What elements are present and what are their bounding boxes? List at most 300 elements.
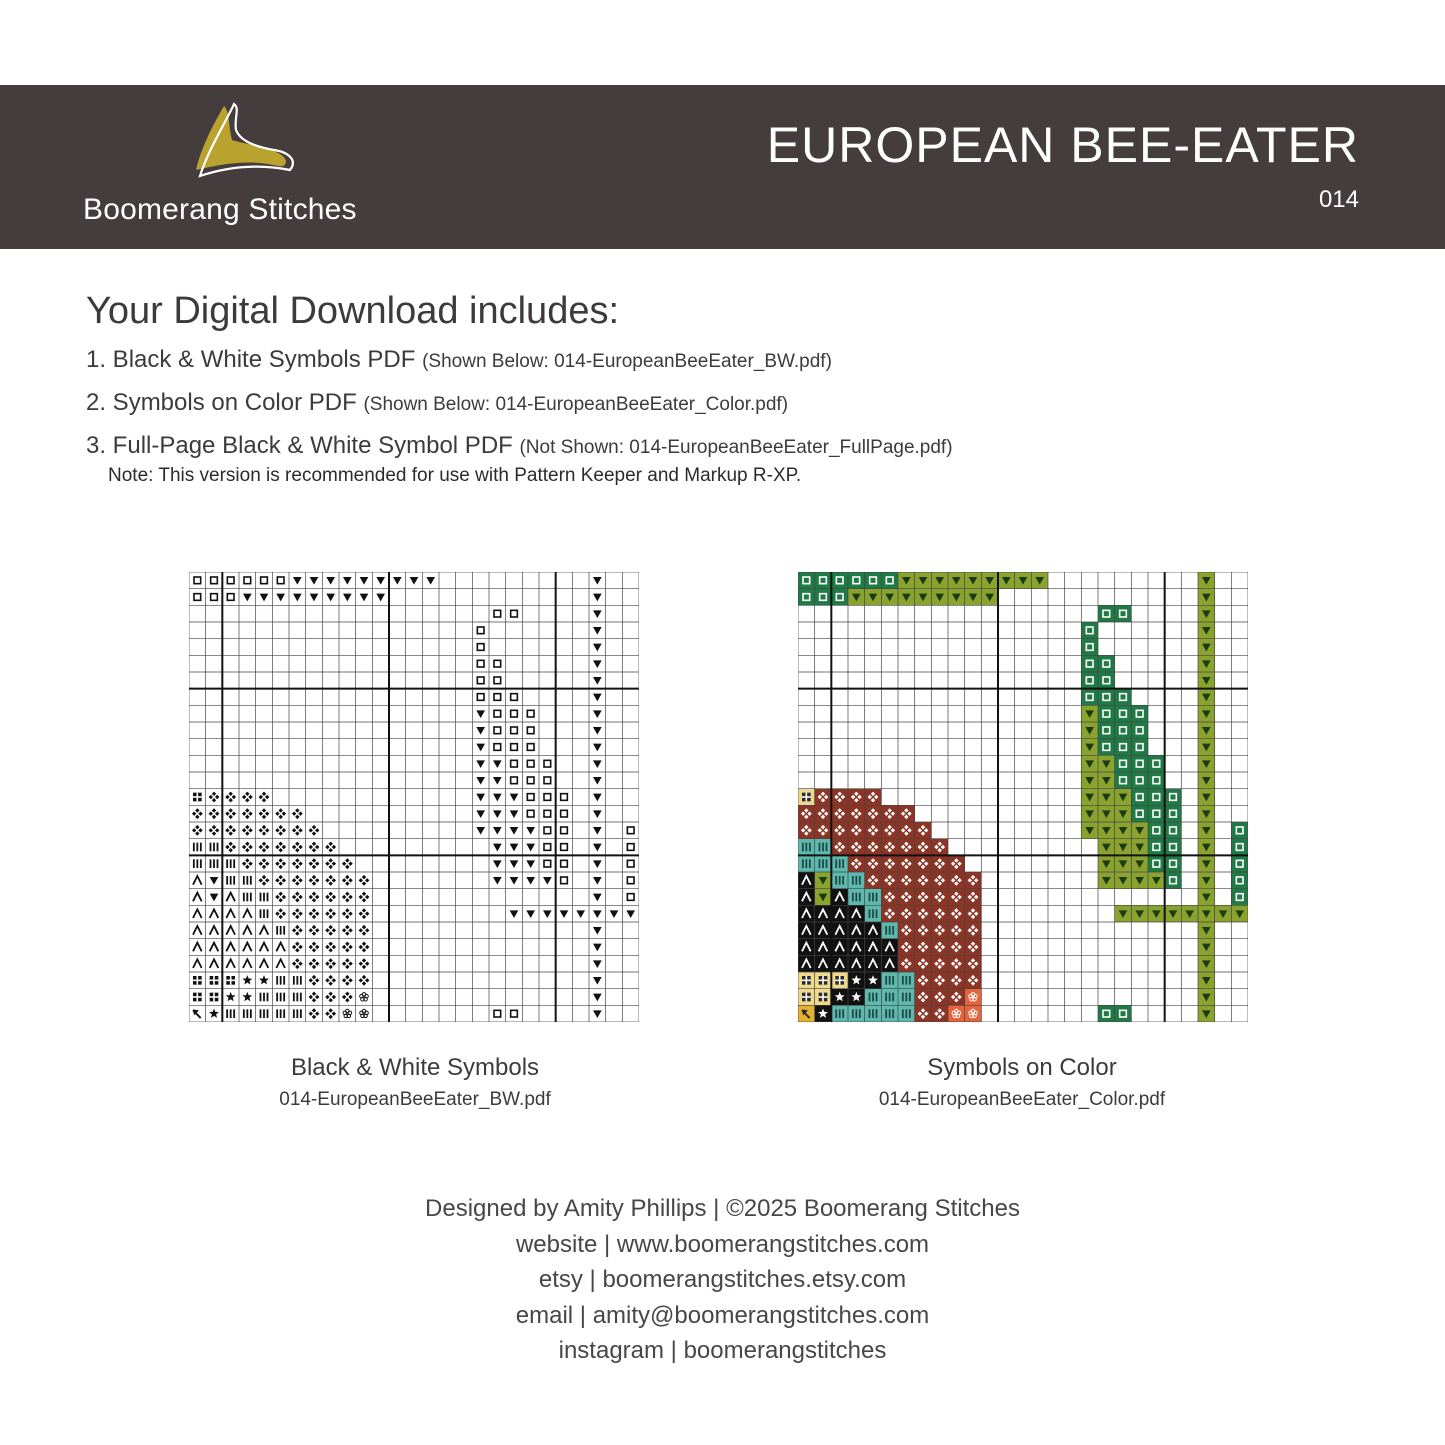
stitch-cell	[965, 1005, 982, 1022]
stitch-cell	[1148, 872, 1165, 889]
stitch-cell	[193, 859, 202, 868]
stitch-cell	[1198, 689, 1215, 706]
stitch-cell	[848, 905, 865, 922]
stitch-cell	[1131, 705, 1148, 722]
stitch-cell	[965, 922, 982, 939]
pattern-title: EUROPEAN BEE-EATER	[766, 117, 1359, 173]
stitch-cell	[1165, 789, 1182, 806]
stitch-cell	[965, 989, 982, 1006]
stitch-cell	[1098, 772, 1115, 789]
stitch-cell	[1148, 772, 1165, 789]
stitch-cell	[815, 972, 832, 989]
stitch-cell	[931, 955, 948, 972]
stitch-cell	[1131, 839, 1148, 856]
footer-email[interactable]: email | amity@boomerangstitches.com	[515, 1302, 930, 1329]
stitch-cell	[1148, 789, 1165, 806]
stitch-cell	[915, 889, 932, 906]
stitch-cell	[915, 839, 932, 856]
stitch-cell	[1148, 855, 1165, 872]
stitch-cell	[193, 993, 202, 1002]
stitch-cell	[915, 872, 932, 889]
stitch-cell	[831, 839, 848, 856]
stitch-cell	[831, 939, 848, 956]
stitch-cell	[948, 1005, 965, 1022]
stitch-cell	[1098, 655, 1115, 672]
stitch-cell	[848, 989, 865, 1006]
stitch-cell	[1198, 822, 1215, 839]
download-item	[86, 432, 953, 460]
stitch-cell	[915, 905, 932, 922]
brand-name: Boomerang Stitches	[83, 193, 357, 226]
stitch-cell	[1115, 689, 1132, 706]
stitch-cell	[815, 955, 832, 972]
stitch-cell	[815, 805, 832, 822]
stitch-cell	[798, 572, 815, 589]
stitch-cell	[1198, 789, 1215, 806]
stitch-cell	[1081, 689, 1098, 706]
stitch-cell	[1031, 572, 1048, 589]
stitch-cell	[1115, 605, 1132, 622]
stitch-cell	[1165, 905, 1182, 922]
stitch-cell	[981, 572, 998, 589]
stitch-cell	[798, 872, 815, 889]
stitch-cell	[898, 839, 915, 856]
stitch-cell	[881, 905, 898, 922]
stitch-cell	[1081, 655, 1098, 672]
stitch-cell	[848, 589, 865, 606]
stitch-cell	[898, 889, 915, 906]
download-item-label: 1. Black & White Symbols PDF	[86, 346, 416, 373]
stitch-cell	[881, 589, 898, 606]
stitch-cell	[260, 893, 269, 902]
stitch-cell	[1098, 705, 1115, 722]
stitch-cell	[1198, 855, 1215, 872]
stitch-cell	[831, 1005, 848, 1022]
stitch-cell	[260, 909, 269, 918]
stitch-cell	[1131, 722, 1148, 739]
stitch-cell	[931, 1005, 948, 1022]
stitch-cell	[981, 589, 998, 606]
stitch-cell	[965, 955, 982, 972]
stitch-cell	[948, 889, 965, 906]
stitch-cell	[276, 976, 285, 985]
stitch-cell	[1165, 872, 1182, 889]
stitch-cell	[898, 589, 915, 606]
stitch-cell	[965, 972, 982, 989]
stitch-cell	[1198, 922, 1215, 939]
stitch-cell	[1115, 739, 1132, 756]
stitch-cell	[1081, 739, 1098, 756]
stitch-cell	[848, 572, 865, 589]
bw-pattern-chart	[189, 572, 639, 1022]
stitch-cell	[1115, 722, 1132, 739]
stitch-cell	[210, 993, 219, 1002]
stitch-cell	[915, 589, 932, 606]
stitch-cell	[898, 872, 915, 889]
stitch-cell	[965, 905, 982, 922]
stitch-cell	[1131, 789, 1148, 806]
stitch-cell	[948, 872, 965, 889]
stitch-cell	[1231, 839, 1248, 856]
stitch-cell	[276, 1009, 285, 1018]
stitch-cell	[831, 989, 848, 1006]
download-item-label: 3. Full-Page Black & White Symbol PDF	[86, 432, 513, 459]
stitch-cell	[1098, 689, 1115, 706]
stitch-cell	[948, 589, 965, 606]
stitch-cell	[1148, 805, 1165, 822]
stitch-cell	[1115, 1005, 1132, 1022]
stitch-cell	[1198, 839, 1215, 856]
stitch-cell	[848, 1005, 865, 1022]
download-item	[86, 389, 788, 417]
stitch-cell	[931, 872, 948, 889]
stitch-cell	[293, 1009, 302, 1018]
stitch-cell	[881, 805, 898, 822]
stitch-cell	[1115, 705, 1132, 722]
stitch-cell	[193, 843, 202, 852]
stitch-cell	[865, 572, 882, 589]
stitch-cell	[815, 822, 832, 839]
stitch-cell	[1215, 905, 1232, 922]
stitch-cell	[831, 972, 848, 989]
stitch-cell	[1131, 805, 1148, 822]
stitch-cell	[1181, 905, 1198, 922]
stitch-cell	[1148, 755, 1165, 772]
stitch-cell	[798, 1005, 815, 1022]
stitch-cell	[915, 572, 932, 589]
stitch-cell	[865, 939, 882, 956]
stitch-cell	[898, 855, 915, 872]
stitch-cell	[798, 922, 815, 939]
download-item-detail: (Shown Below: 014-EuropeanBeeEater_Color.pdf)	[363, 394, 789, 415]
stitch-cell	[848, 922, 865, 939]
stitch-cell	[848, 872, 865, 889]
stitch-cell	[931, 589, 948, 606]
stitch-cell	[915, 939, 932, 956]
stitch-cell	[1081, 639, 1098, 656]
stitch-cell	[243, 1009, 252, 1018]
stitch-cell	[1115, 755, 1132, 772]
stitch-cell	[210, 976, 219, 985]
stitch-cell	[1198, 872, 1215, 889]
stitch-cell	[1131, 739, 1148, 756]
stitch-cell	[1165, 855, 1182, 872]
footer-website[interactable]: website | www.boomerangstitches.com	[515, 1231, 930, 1258]
stitch-cell	[1098, 739, 1115, 756]
stitch-cell	[1098, 1005, 1115, 1022]
stitch-cell	[1131, 872, 1148, 889]
stitch-cell	[815, 589, 832, 606]
stitch-cell	[193, 793, 202, 802]
stitch-cell	[865, 989, 882, 1006]
stitch-cell	[798, 839, 815, 856]
stitch-cell	[1165, 839, 1182, 856]
stitch-cell	[831, 955, 848, 972]
stitch-cell	[1131, 855, 1148, 872]
stitch-cell	[815, 572, 832, 589]
stitch-cell	[831, 872, 848, 889]
stitch-cell	[1115, 805, 1132, 822]
stitch-cells	[798, 572, 1248, 1022]
stitch-cell	[1148, 839, 1165, 856]
stitch-cell	[1198, 972, 1215, 989]
stitch-cell	[1131, 755, 1148, 772]
stitch-cell	[965, 872, 982, 889]
stitch-cell	[848, 855, 865, 872]
stitch-cell	[1081, 772, 1098, 789]
stitch-cell	[1165, 822, 1182, 839]
stitch-cell	[1081, 755, 1098, 772]
stitch-cell	[276, 926, 285, 935]
stitch-cell	[1198, 955, 1215, 972]
stitch-cell	[226, 1009, 235, 1018]
stitch-cell	[1231, 872, 1248, 889]
stitch-cell	[226, 976, 235, 985]
stitch-cell	[948, 922, 965, 939]
stitch-cell	[1198, 705, 1215, 722]
stitch-cell	[881, 822, 898, 839]
stitch-cell	[1231, 855, 1248, 872]
stitch-cell	[798, 939, 815, 956]
stitch-cell	[881, 872, 898, 889]
stitch-cell	[798, 905, 815, 922]
footer-instagram[interactable]: instagram | boomerangstitches	[558, 1337, 887, 1364]
stitch-cell	[815, 939, 832, 956]
stitch-cell	[931, 972, 948, 989]
stitch-cell	[865, 955, 882, 972]
stitch-cell	[881, 572, 898, 589]
stitch-cell	[848, 789, 865, 806]
stitch-cell	[898, 905, 915, 922]
stitch-cell	[798, 805, 815, 822]
stitch-cell	[865, 855, 882, 872]
stitch-cell	[260, 1009, 269, 1018]
stitch-cell	[881, 989, 898, 1006]
stitch-cell	[865, 822, 882, 839]
stitch-cell	[848, 939, 865, 956]
bw-chart-title: Black & White Symbols	[290, 1054, 540, 1081]
stitch-cell	[815, 922, 832, 939]
stitch-cell	[1081, 789, 1098, 806]
stitch-cell	[915, 822, 932, 839]
stitch-cell	[1098, 755, 1115, 772]
stitch-cell	[865, 805, 882, 822]
download-item-detail: (Shown Below: 014-EuropeanBeeEater_BW.pdf)	[422, 351, 832, 372]
stitch-cell	[915, 972, 932, 989]
stitch-cell	[1115, 855, 1132, 872]
stitch-cell	[898, 805, 915, 822]
download-note: Note: This version is recommended for use with Pattern Keeper and Markup R-XP.	[108, 465, 802, 486]
stitch-cell	[948, 989, 965, 1006]
stitch-cell	[881, 1005, 898, 1022]
pattern-code: 014	[1318, 186, 1359, 213]
stitch-cell	[1115, 905, 1132, 922]
download-item-detail: (Not Shown: 014-EuropeanBeeEater_FullPage.pdf)	[519, 437, 953, 458]
stitch-cell	[848, 972, 865, 989]
stitch-cell	[1098, 672, 1115, 689]
stitch-cell	[948, 855, 965, 872]
footer-etsy[interactable]: etsy | boomerangstitches.etsy.com	[538, 1266, 907, 1293]
stitch-cell	[915, 855, 932, 872]
stitch-cell	[998, 572, 1015, 589]
stitch-cell	[881, 889, 898, 906]
stitch-cell	[965, 572, 982, 589]
stitch-cell	[1081, 705, 1098, 722]
stitch-cell	[293, 993, 302, 1002]
stitch-cell	[226, 859, 235, 868]
stitch-cell	[1115, 872, 1132, 889]
stitch-cell	[1198, 589, 1215, 606]
stitch-cell	[1131, 822, 1148, 839]
stitch-cell	[898, 939, 915, 956]
stitch-cell	[898, 989, 915, 1006]
stitch-cell	[815, 789, 832, 806]
stitch-cell	[965, 589, 982, 606]
stitch-cell	[1231, 889, 1248, 906]
stitch-cell	[1081, 722, 1098, 739]
stitch-cell	[965, 939, 982, 956]
stitch-cell	[915, 922, 932, 939]
stitch-cell	[1198, 772, 1215, 789]
stitch-cell	[948, 955, 965, 972]
stitch-cell	[1148, 822, 1165, 839]
stitch-cell	[1081, 822, 1098, 839]
stitch-cell	[948, 972, 965, 989]
stitch-cell	[948, 905, 965, 922]
stitch-cell	[243, 893, 252, 902]
stitch-cell	[931, 905, 948, 922]
stitch-cell	[1198, 889, 1215, 906]
stitch-cell	[898, 922, 915, 939]
color-chart-title: Symbols on Color	[927, 1054, 1117, 1081]
stitch-cell	[798, 955, 815, 972]
boomerang-logo-icon	[190, 100, 302, 192]
stitch-cell	[1198, 572, 1215, 589]
download-item	[86, 346, 832, 374]
download-heading: Your Digital Download includes:	[86, 290, 620, 332]
stitch-cell	[931, 922, 948, 939]
stitch-cell	[865, 972, 882, 989]
stitch-cell	[931, 855, 948, 872]
stitch-cell	[193, 976, 202, 985]
stitch-cell	[965, 889, 982, 906]
stitch-cell	[815, 989, 832, 1006]
stitch-cell	[1015, 572, 1032, 589]
stitch-cell	[798, 989, 815, 1006]
stitch-cell	[898, 822, 915, 839]
stitch-cell	[831, 789, 848, 806]
stitch-cell	[815, 872, 832, 889]
stitch-cell	[831, 905, 848, 922]
stitch-cell	[948, 572, 965, 589]
stitch-cell	[931, 572, 948, 589]
color-chart-file: 014-EuropeanBeeEater_Color.pdf	[878, 1089, 1166, 1110]
stitch-cell	[210, 843, 219, 852]
stitch-cell	[931, 989, 948, 1006]
stitch-cell	[831, 922, 848, 939]
stitch-cell	[865, 905, 882, 922]
stitch-cells	[189, 572, 639, 1022]
stitch-cell	[1098, 722, 1115, 739]
stitch-cell	[848, 955, 865, 972]
stitch-cell	[815, 905, 832, 922]
stitch-cell	[1198, 939, 1215, 956]
stitch-cell	[898, 955, 915, 972]
stitch-cell	[898, 972, 915, 989]
stitch-cell	[831, 805, 848, 822]
stitch-cell	[1198, 755, 1215, 772]
stitch-cell	[931, 939, 948, 956]
stitch-cell	[1198, 722, 1215, 739]
stitch-cell	[798, 972, 815, 989]
stitch-cell	[1231, 905, 1248, 922]
stitch-cell	[881, 939, 898, 956]
stitch-cell	[1115, 839, 1132, 856]
stitch-cell	[798, 889, 815, 906]
stitch-cell	[848, 839, 865, 856]
stitch-cell	[1131, 905, 1148, 922]
footer-designer: Designed by Amity Phillips | ©2025 Boomerang Stitches	[425, 1195, 1020, 1222]
stitch-cell	[243, 876, 252, 885]
stitch-cell	[1098, 822, 1115, 839]
stitch-cell	[831, 889, 848, 906]
stitch-cell	[815, 839, 832, 856]
stitch-cell	[276, 993, 285, 1002]
download-item-label: 2. Symbols on Color PDF	[86, 389, 357, 416]
stitch-cell	[848, 805, 865, 822]
stitch-cell	[881, 972, 898, 989]
stitch-cell	[1148, 905, 1165, 922]
stitch-cell	[798, 589, 815, 606]
stitch-cell	[831, 822, 848, 839]
stitch-cell	[798, 789, 815, 806]
stitch-cell	[1198, 605, 1215, 622]
stitch-cell	[898, 1005, 915, 1022]
color-pattern-chart	[798, 572, 1248, 1022]
stitch-cell	[915, 955, 932, 972]
stitch-cell	[1131, 772, 1148, 789]
stitch-cell	[1198, 989, 1215, 1006]
stitch-cell	[1098, 805, 1115, 822]
stitch-cell	[1081, 672, 1098, 689]
stitch-cell	[226, 876, 235, 885]
stitch-cell	[1098, 789, 1115, 806]
stitch-cell	[1198, 805, 1215, 822]
stitch-cell	[210, 859, 219, 868]
stitch-cell	[1198, 655, 1215, 672]
stitch-cell	[848, 822, 865, 839]
stitch-cell	[831, 589, 848, 606]
stitch-cell	[931, 839, 948, 856]
stitch-cell	[798, 855, 815, 872]
stitch-cell	[1231, 822, 1248, 839]
stitch-cell	[948, 939, 965, 956]
stitch-cell	[1115, 789, 1132, 806]
stitch-cell	[1198, 622, 1215, 639]
stitch-cell	[1081, 805, 1098, 822]
stitch-cell	[865, 839, 882, 856]
stitch-cell	[1115, 772, 1132, 789]
stitch-cell	[1198, 1005, 1215, 1022]
stitch-cell	[865, 872, 882, 889]
stitch-cell	[1081, 622, 1098, 639]
stitch-cell	[915, 1005, 932, 1022]
stitch-cell	[915, 989, 932, 1006]
stitch-cell	[293, 976, 302, 985]
stitch-cell	[260, 993, 269, 1002]
stitch-cell	[1198, 639, 1215, 656]
bw-chart-file: 014-EuropeanBeeEater_BW.pdf	[279, 1089, 551, 1110]
